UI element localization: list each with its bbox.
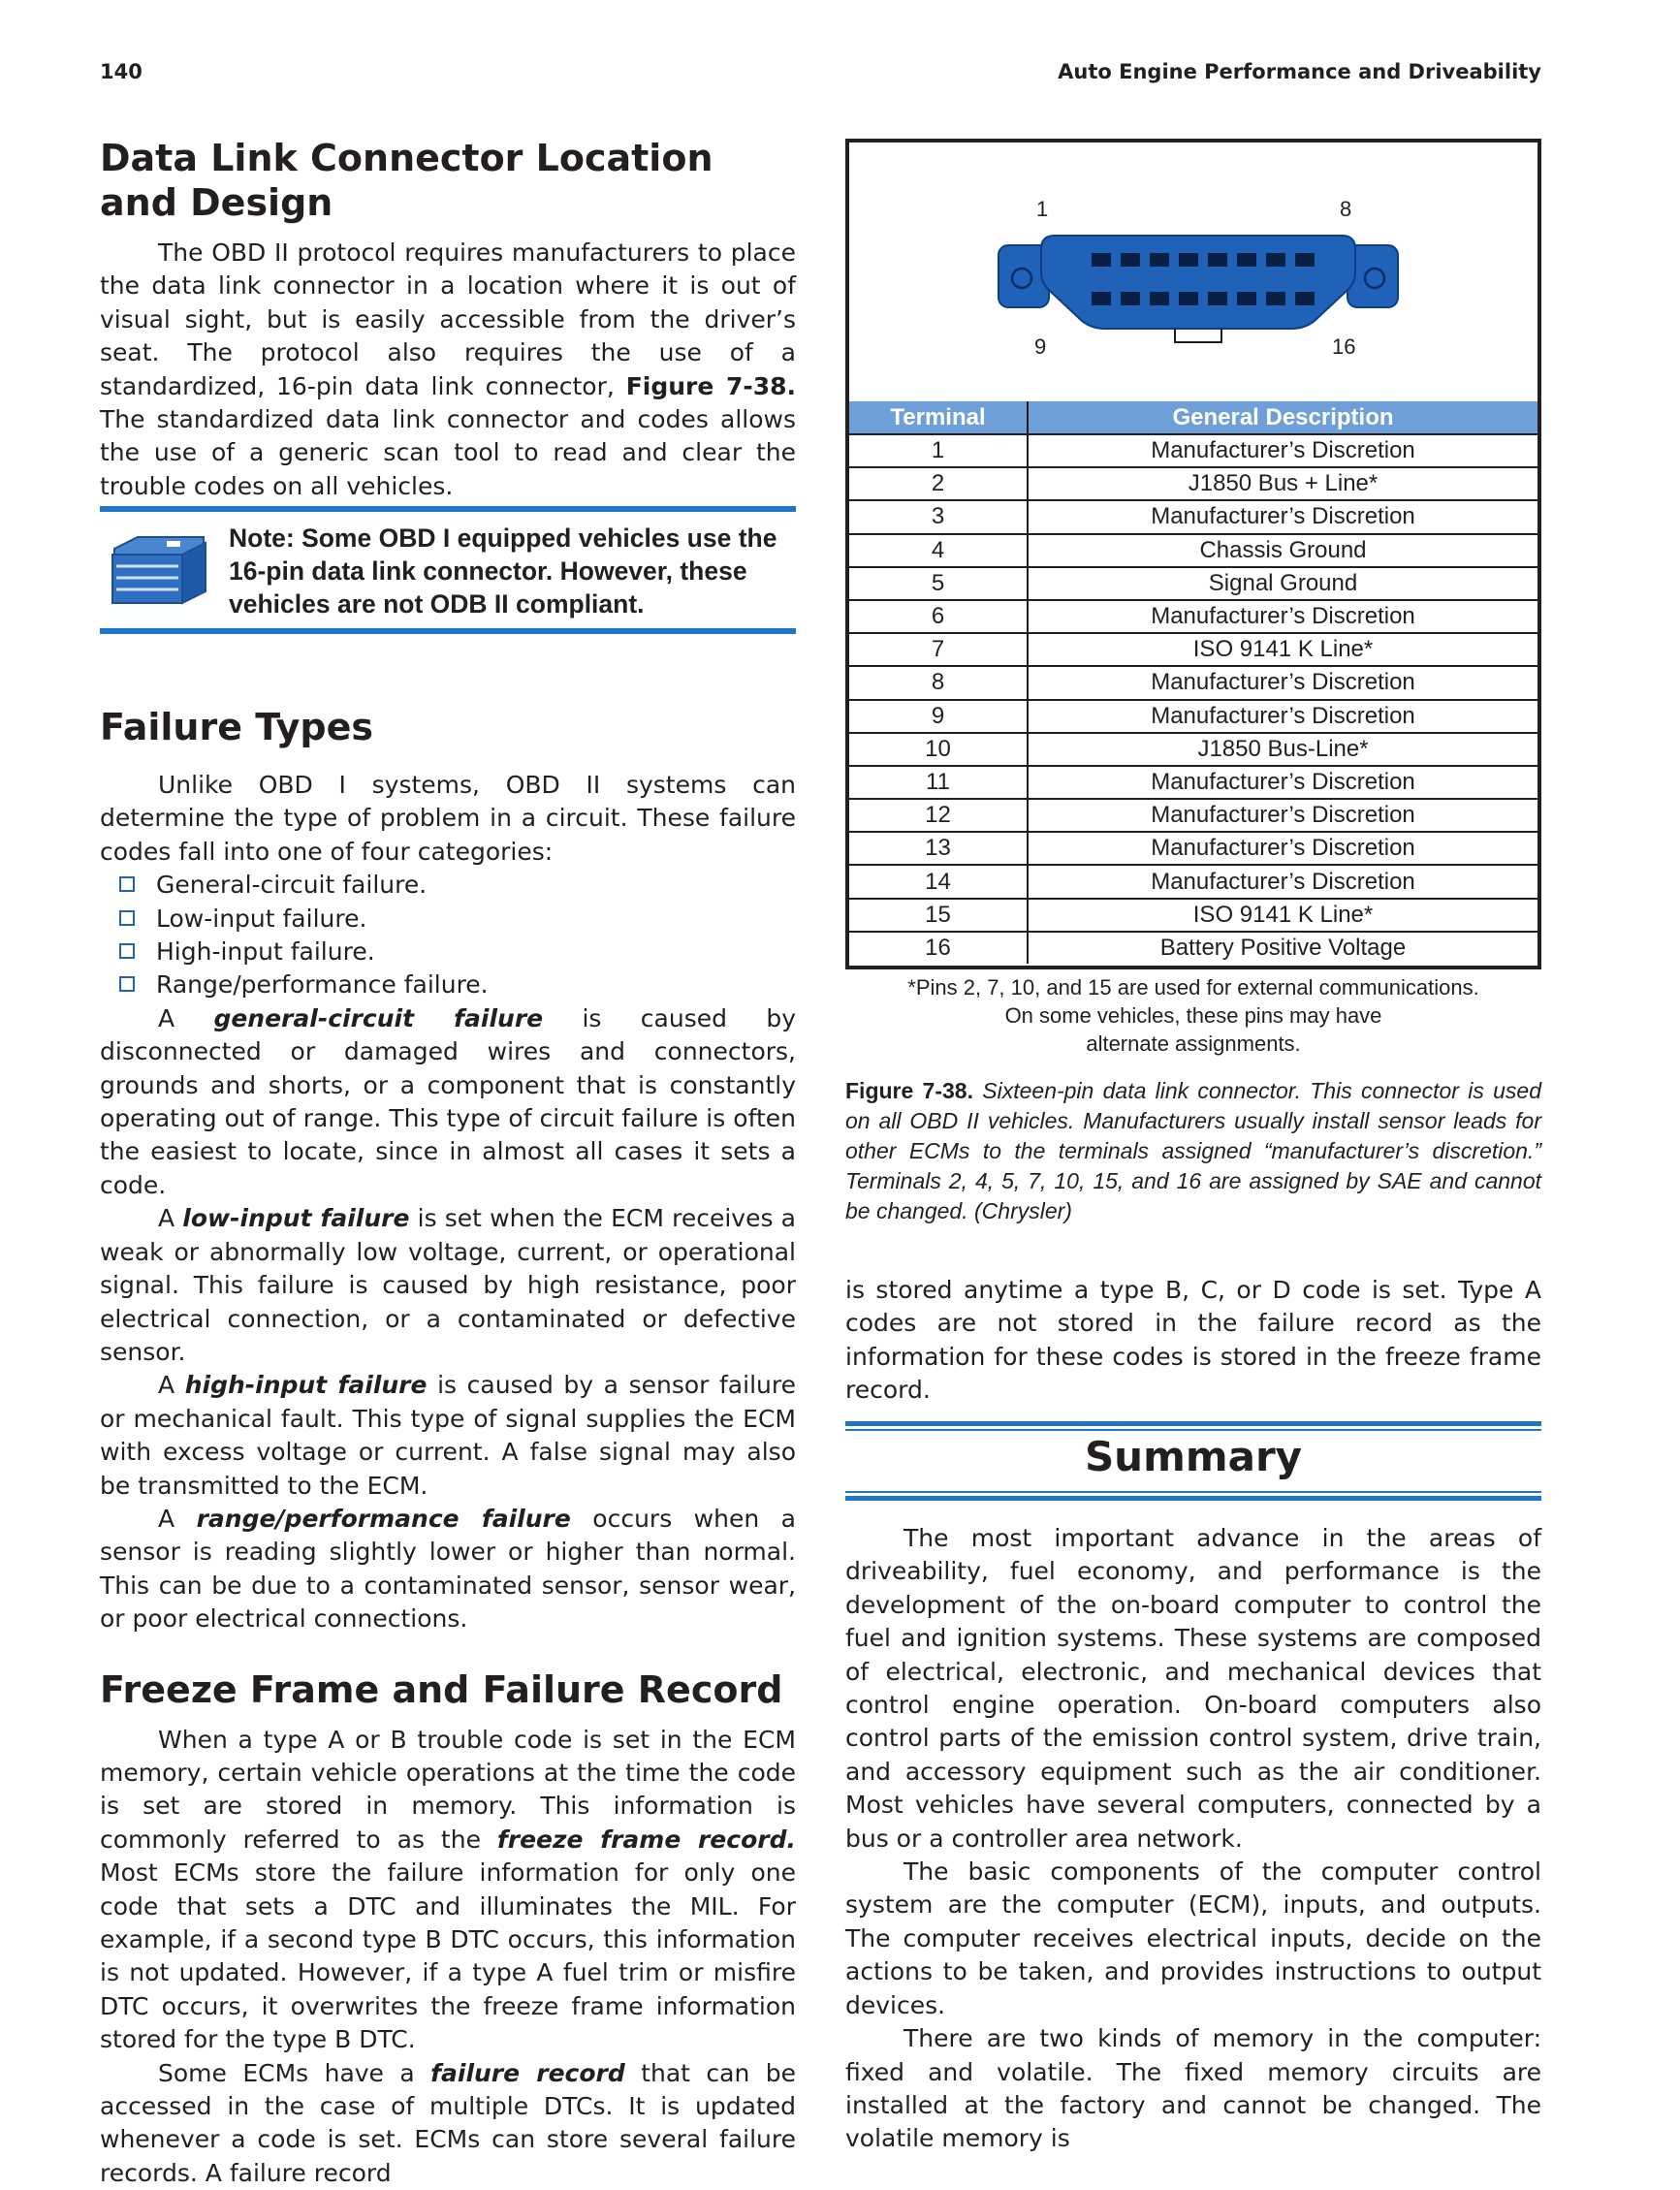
table-row: 4 Chassis Ground	[849, 534, 1537, 567]
column-header-description: General Description	[1028, 401, 1537, 434]
figure-7-38	[845, 139, 1541, 969]
summary-paragraph: The most important advance in the areas of driveability, fuel economy, and performance is the development of the on-board computer to control the fuel and ignition systems. These systems are composed of electrical, electronic, and mechanical devices that control engine operation. On-board computers also control parts of the emission control system, drive train, and accessory equipment such as the air conditioner. Most vehicles have several computers, connected by a bus or a controller area network.	[845, 1524, 1541, 1853]
section-title-freeze-frame: Freeze Frame and Failure Record	[100, 1667, 783, 1711]
column-header-terminal: Terminal	[849, 401, 1028, 434]
summary-title: Summary	[1084, 1433, 1303, 1480]
summary-bottom-rule-thin	[845, 1491, 1541, 1493]
list-item: High-input failure.	[119, 936, 796, 968]
general-circuit-paragraph: A general-circuit failure is caused by disconnected or damaged wires and connectors, grounds and shorts, or a component that is constantly operating out of range. This type of circuit failure is often the easiest to locate, since in almost all cases it sets a code.	[100, 1003, 796, 1199]
table-row: 2 J1850 Bus + Line*	[849, 467, 1537, 500]
note-text: Note: Some OBD I equipped vehicles use the 16-pin data link connector. However, these vehicles are not ODB II compliant.	[229, 524, 777, 619]
table-row: 9 Manufacturer’s Discretion	[849, 700, 1537, 733]
low-input-paragraph: A low-input failure is set when the ECM receives a weak or abnormally low voltage, current, or operational signal. This failure is caused by high resistance, poor electrical connection, or a contaminated or defective sensor.	[100, 1204, 796, 1366]
failure-record-paragraph: Some ECMs have a failure record that can be accessed in the case of multiple DTCs. It is updated whenever a code is set. ECMs can store several failure records. A failure record	[100, 2058, 796, 2187]
summary-paragraph: The basic components of the computer control system are the computer (ECM), inputs, and outputs. The computer receives electrical inputs, decide on the actions to be taken, and provides instructions to output devices.	[845, 1857, 1541, 2019]
running-header-title: Auto Engine Performance and Driveability	[1058, 60, 1541, 83]
failure-record-continuation: is stored anytime a type B, C, or D code is set. Type A codes are not stored in the failure record as the information for these codes is stored in the freeze frame record.	[845, 1276, 1541, 1405]
summary-paragraph: There are two kinds of memory in the computer: fixed and volatile. The fixed memory circuits are installed at the factory and cannot be changed. The volatile memory is	[845, 2024, 1541, 2153]
figure-caption: Figure 7-38. Sixteen-pin data link connector. This connector is used on all OBD II vehicles. Manufacturers usually install sensor leads for other ECMs to the terminals assigned “manufacturer’s discretion.” Terminals 2, 4, 5, 7, 10, 15, and 16 are assigned by SAE and cannot be changed. (Chrysler)	[845, 1078, 1541, 1223]
table-row: 7 ISO 9141 K Line*	[849, 633, 1537, 666]
pin-label-8: 8	[1340, 197, 1352, 221]
table-row: 5 Signal Ground	[849, 567, 1537, 600]
note-bottom-rule	[100, 628, 796, 634]
table-row: 10 J1850 Bus-Line*	[849, 733, 1537, 766]
table-row: 8 Manufacturer’s Discretion	[849, 666, 1537, 699]
table-header-row	[849, 401, 1537, 434]
checkbox-bullet-icon	[119, 943, 135, 959]
term: general-circuit failure	[213, 1003, 544, 1032]
table-row: 13 Manufacturer’s Discretion	[849, 832, 1537, 865]
figure-reference: Figure 7-38.	[625, 371, 797, 400]
failure-categories-list	[100, 869, 796, 1002]
summary-bottom-rule	[845, 1496, 1541, 1501]
page-number: 140	[100, 60, 143, 83]
table-row: 14 Manufacturer’s Discretion	[849, 865, 1537, 898]
summary-top-rule-thin	[845, 1429, 1541, 1431]
summary-top-rule	[845, 1421, 1541, 1426]
list-item: Range/performance failure.	[119, 968, 796, 1001]
left-column-main	[100, 705, 796, 2190]
table-row: 16 Battery Positive Voltage	[849, 932, 1537, 964]
table-row: 15 ISO 9141 K Line*	[849, 899, 1537, 932]
summary-body	[845, 1522, 1541, 2156]
term: high-input failure	[184, 1371, 428, 1400]
table-row: 6 Manufacturer’s Discretion	[849, 600, 1537, 633]
section-title-dlc: Data Link Connector Location and Design	[100, 137, 713, 224]
note-top-rule	[100, 506, 796, 512]
toolbox-icon	[109, 535, 209, 605]
data-link-connector-icon	[995, 228, 1402, 344]
pin-label-9: 9	[1034, 334, 1047, 359]
freeze-frame-paragraph: When a type A or B trouble code is set in the ECM memory, certain vehicle operations at the time the code is set are stored in memory. This information is commonly referred to as the freeze frame record. Most ECMs store the failure information for only one code that sets a DTC and illuminates the MIL. For example, if a second type B DTC occurs, this information is not updated. However, if a type A fuel trim or misfire DTC occurs, it overwrites the freeze frame information stored for the type B DTC.	[100, 1725, 796, 2054]
pin-label-16: 16	[1332, 334, 1356, 359]
caption-label: Figure 7-38.	[845, 1078, 973, 1103]
range-performance-paragraph: A range/performance failure occurs when a sensor is reading slightly lower or higher than normal. This can be due to a contaminated sensor, sensor wear, or poor electrical connections.	[100, 1504, 796, 1634]
checkbox-bullet-icon	[119, 976, 135, 992]
failure-types-intro: Unlike OBD I systems, OBD II systems can determine the type of problem in a circuit. These failure codes fall into one of four categories:	[100, 771, 796, 866]
term: failure record	[430, 2058, 625, 2087]
term: low-input failure	[182, 1204, 410, 1233]
term: range/performance failure	[196, 1504, 571, 1533]
checkbox-bullet-icon	[119, 876, 135, 892]
table-row: 1 Manufacturer’s Discretion	[849, 434, 1537, 467]
right-column-continuation	[845, 1274, 1541, 1408]
list-item: Low-input failure.	[119, 903, 796, 936]
dlc-paragraph: The OBD II protocol requires manufacturers to place the data link connector in a location where it is out of visual sight, but is easily accessible from the driver’s seat. The protocol also requires the use of a standardized, 16-pin data link connector, Figure 7-38. The standardized data link connector and codes allows the use of a generic scan tool to read and clear the trouble codes on all vehicles.	[100, 238, 797, 500]
high-input-paragraph: A high-input failure is caused by a sensor failure or mechanical fault. This type of signal supplies the ECM with excess voltage or current. A false signal may also be transmitted to the ECM.	[100, 1371, 796, 1500]
table-row: 12 Manufacturer’s Discretion	[849, 799, 1537, 832]
left-column-top	[100, 136, 796, 503]
pin-assignment-table	[849, 401, 1537, 964]
table-row: 3 Manufacturer’s Discretion	[849, 500, 1537, 533]
pin-label-1: 1	[1036, 197, 1049, 221]
term: freeze frame record.	[496, 1825, 796, 1854]
table-row: 11 Manufacturer’s Discretion	[849, 766, 1537, 799]
section-title-failure-types: Failure Types	[100, 706, 373, 748]
figure-footnote: *Pins 2, 7, 10, and 15 are used for external communications. On some vehicles, these pins may have alternate assignments.	[907, 975, 1479, 1056]
checkbox-bullet-icon	[119, 910, 135, 926]
list-item: General-circuit failure.	[119, 869, 796, 902]
